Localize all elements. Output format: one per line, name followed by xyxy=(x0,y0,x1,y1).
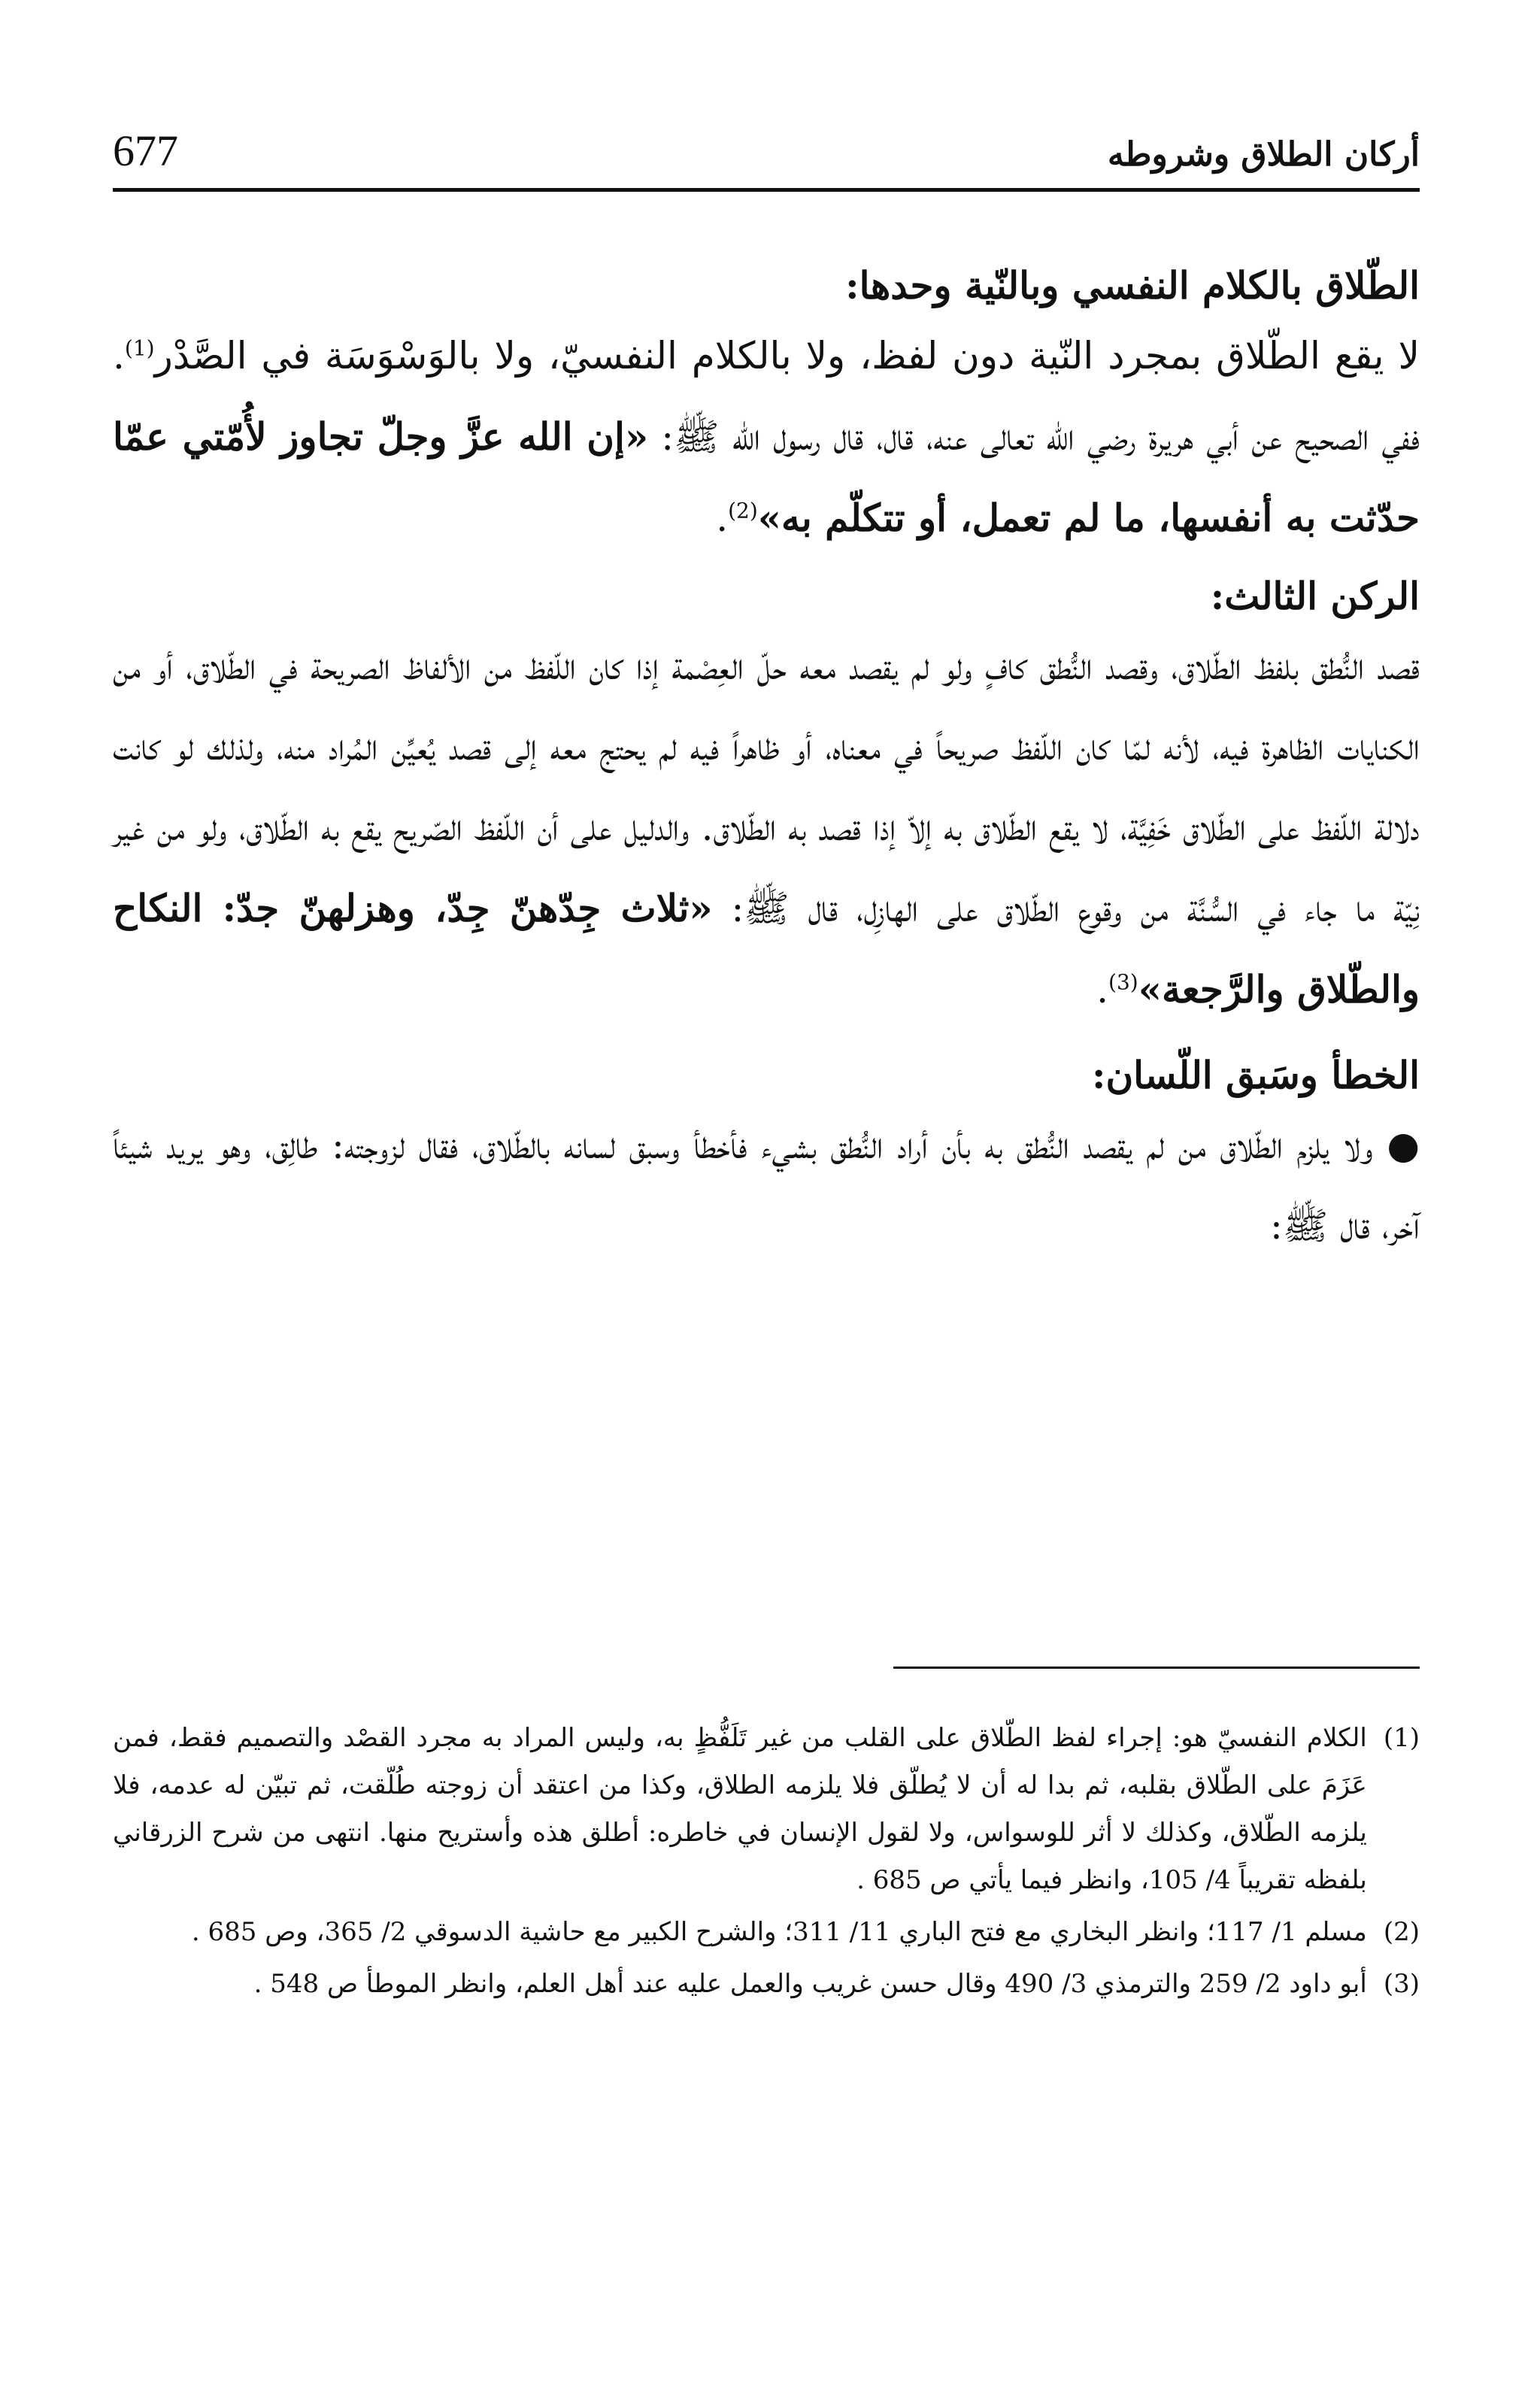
page-header xyxy=(113,111,1420,179)
header-divider xyxy=(113,188,1420,192)
page-number: 677 xyxy=(113,126,178,175)
section-heading-mental-speech: الطّلاق بالكلام النفسي وبالنّية وحدها: xyxy=(845,263,1420,308)
footnote-text: الكلام النفسيّ هو: إجراء لفظ الطّلاق على القلب من غير تَلَفُّظٍ به، وليس المراد به مجرد القصْد والتصميم فقط، فمن عَزَمَ على الطّلاق بقلبه، ثم بدا له أن لا يُطلّق فلا يلزمه الطلاق، وكذا من اعتقد أن زوجته طُلّقت، ثم تبيّن له عدمه، فلا يلزمه الطّلاق، وكذلك لا أثر للوسواس، ولا لقول الإنسان في خاطره: أطلق هذه وأستريح منها. انتهى من شرح الزرقاني بلفظه تقريباً 4/ 105، وانظر فيما يأتي ص 685 . xyxy=(113,1723,1367,1895)
footnote-number: (1) xyxy=(1383,1723,1420,1753)
footnote-divider xyxy=(893,1667,1420,1669)
footnote-number: (3) xyxy=(1383,1969,1420,1999)
hadith-quote: «إن الله عزَّ وجلّ تجاوز لأُمّتي عمّا حدّثت به أنفسها، ما لم تعمل، أو تتكلّم به» xyxy=(113,414,1420,540)
paragraph-third-pillar xyxy=(113,626,1420,1030)
hadith-quote: «ثلاث جِدّهنّ جِدّ، وهزلهنّ جدّ: النكاح والطّلاق والرَّجعة» xyxy=(113,886,1420,1011)
running-title: أركان الطلاق وشروطه xyxy=(1107,135,1420,174)
paragraph-text: لا يقع الطّلاق بمجرد النّية دون لفظ، ولا بالكلام النفسيّ، ولا بالوَسْوَسَة في الصَّدْر xyxy=(154,334,1420,378)
footnote xyxy=(113,1715,1420,1904)
footnote-ref: (3) xyxy=(1108,969,1138,995)
section-heading-third-pillar: الركن الثالث: xyxy=(1210,574,1420,618)
footnote-ref: (2) xyxy=(728,498,758,523)
footnote-text: أبو داود 2/ 259 والترمذي 3/ 490 وقال حسن غريب والعمل عليه عند أهل العلم، وانظر الموطأ ص 548 . xyxy=(253,1969,1367,1999)
paragraph-end: . xyxy=(716,496,729,540)
footnote xyxy=(113,1961,1420,2008)
footnote-ref: (1) xyxy=(124,335,155,361)
footnote-number: (2) xyxy=(1383,1917,1420,1947)
footnote xyxy=(113,1909,1420,1956)
footnotes xyxy=(113,1715,1420,2012)
section-heading-slip-of-tongue: الخطأ وسَبق اللّسان: xyxy=(1092,1053,1420,1097)
main-text xyxy=(113,256,1420,1266)
footnote-text: مسلم 1/ 117؛ وانظر البخاري مع فتح الباري 11/ 311؛ والشرح الكبير مع حاشية الدسوقي 2/ 365، وص 685 . xyxy=(191,1917,1367,1947)
paragraph-slip-of-tongue: ● ولا يلزم الطّلاق من لم يقصد النُّطق به بأن أراد النُّطق بشيء فأخطأ وسبق لسانه بالطّلاق، فقال لزوجته: طالِق، وهو يريد شيئاً آخر، قال ﷺ: xyxy=(113,1124,1420,1248)
paragraph-mental-speech xyxy=(113,316,1420,559)
paragraph-end: . xyxy=(1096,968,1109,1011)
paragraph-text: . ففي الصحيح عن أبي هريرة رضي الله تعالى عنه، قال، قال رسول الله ﷺ: xyxy=(113,334,1420,459)
paragraph-text: قصد النُّطق بلفظ الطّلاق، وقصد النُّطق كافٍ ولو لم يقصد معه حلّ العِصْمة إذا كان اللّفظ من الألفاظ الصريحة في الطّلاق، أو من الكنايات الظاهرة فيه، لأنه لمّا كان اللّفظ صريحاً في معناه، أو ظاهراً فيه لم يحتج معه إلى قصد يُعيِّن المُراد منه، ولذلك لو كانت دلالة اللّفظ على الطّلاق خَفِيَّة، لا يقع الطّلاق به إلاّ إذا قصد به الطّلاق. والدليل على أن اللّفظ الصّريح يقع به الطّلاق، ولو من غير نِيّة ما جاء في السُّنَّة من وقوع الطّلاق على الهازِل، قال ﷺ: xyxy=(113,644,1420,930)
